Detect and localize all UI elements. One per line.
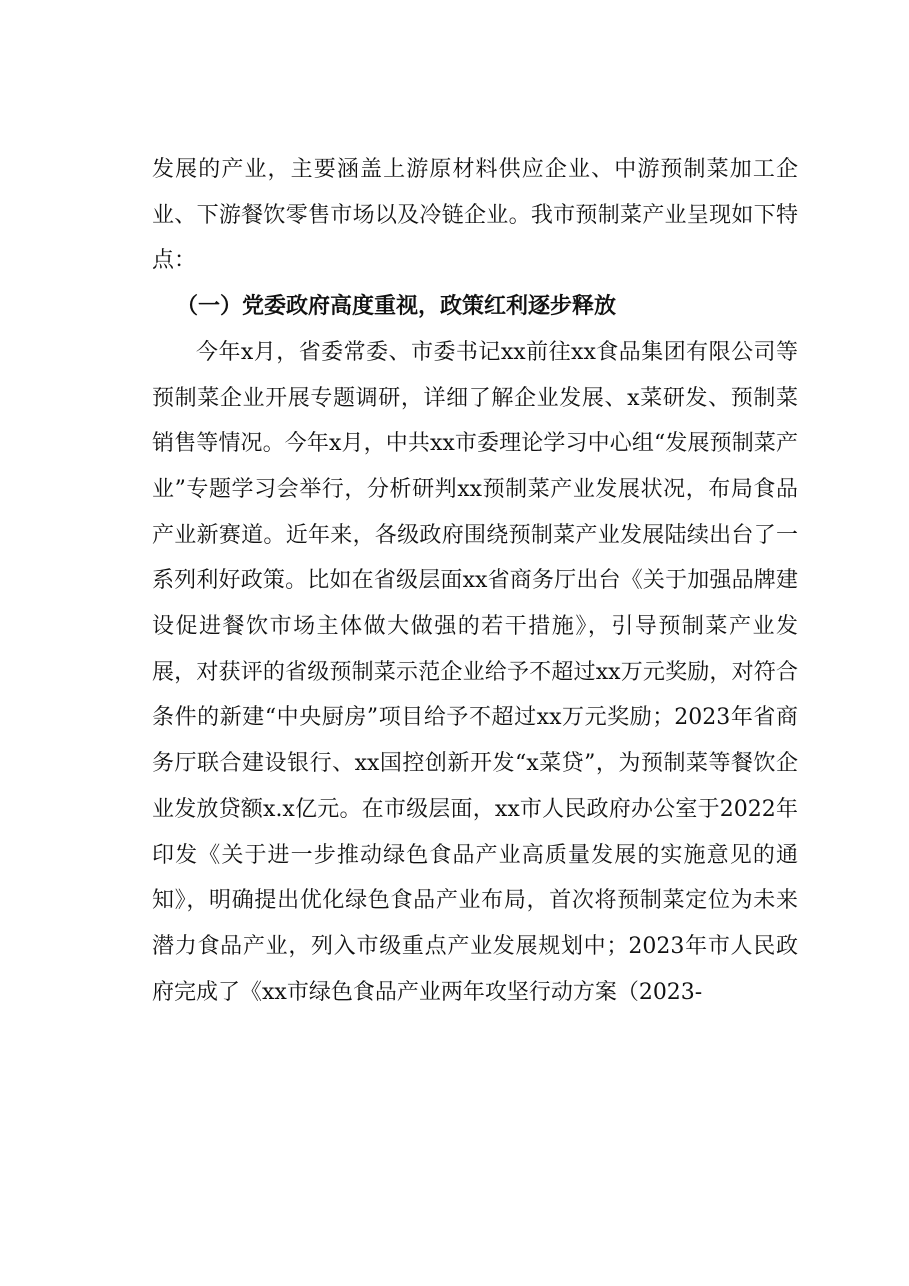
- document-body: [152, 147, 798, 1015]
- section-heading: （一）党委政府高度重视，政策红利逐步释放: [176, 293, 617, 320]
- paragraph-policy: 今年x月，省委常委、市委书记xx前往xx食品集团有限公司等预制菜企业开展专题调研，详细了解企业发展、x菜研发、预制菜销售等情况。今年x月，中共xx市委理论学习中心组“发展预制菜产业”专题学习会举行，分析研判xx预制菜产业发展状况，布局食品产业新赛道。近年来，各级政府围绕预制菜产业发展陆续出台了一系列利好政策。比如在省级层面xx省商务厅出台《关于加强品牌建设促进餐饮市场主体做大做强的若干措施》，引导预制菜产业发展，对获评的省级预制菜示范企业给予不超过xx万元奖励，对符合条件的新建“中央厨房”项目给予不超过xx万元奖励；2023年省商务厅联合建设银行、xx国控创新开发“x菜贷”，为预制菜等餐饮企业发放贷额x.x亿元。在市级层面，xx市人民政府办公室于2022年印发《关于进一步推动绿色食品产业高质量发展的实施意见的通知》，明确提出优化绿色食品产业布局，首次将预制菜定位为未来潜力食品产业，列入市级重点产业发展规划中；2023年市人民政府完成了《xx市绿色食品产业两年攻坚行动方案（2023-: [152, 339, 798, 1005]
- paragraph-intro: 发展的产业，主要涵盖上游原材料供应企业、中游预制菜加工企业、下游餐饮零售市场以及冷链企业。我市预制菜产业呈现如下特点：: [152, 157, 798, 274]
